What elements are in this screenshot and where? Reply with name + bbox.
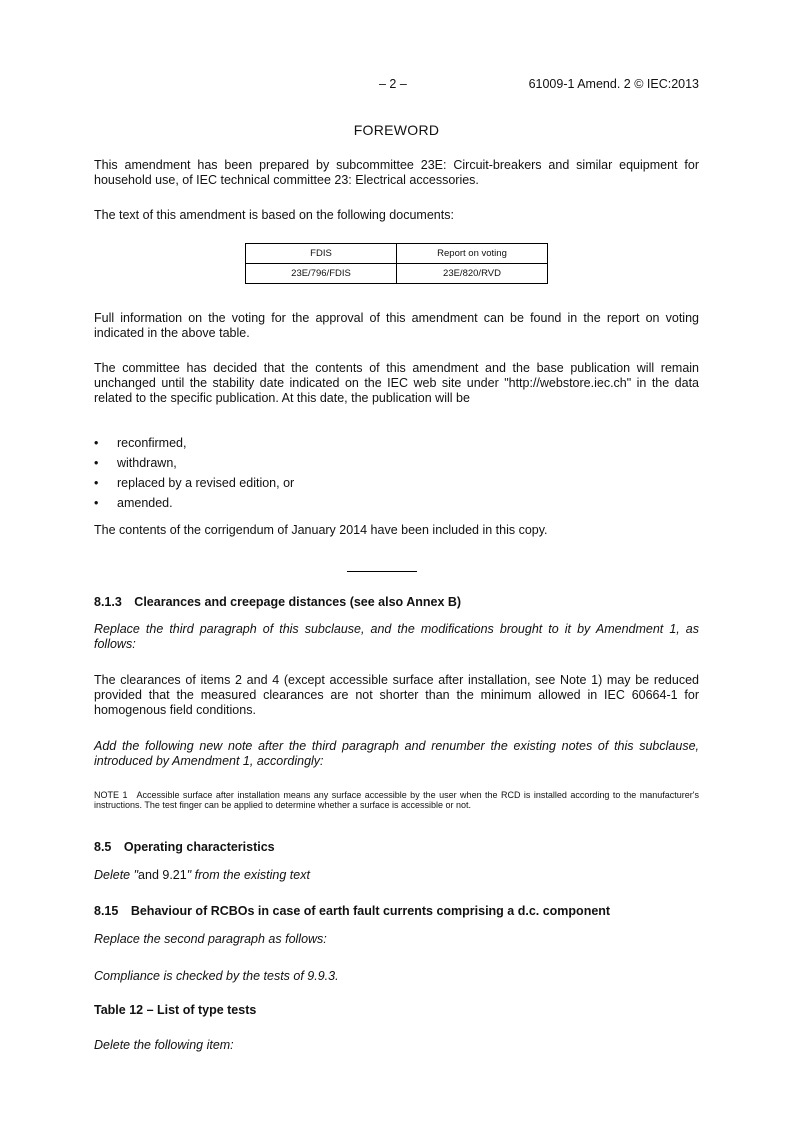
list-item <box>94 456 294 476</box>
bullet-glyph: • <box>94 476 99 490</box>
instruction-delete-text <box>94 868 699 883</box>
list-item-text: amended. <box>117 496 173 510</box>
publication-options-list <box>94 436 294 516</box>
compliance-statement: Compliance is checked by the tests of 9.9.3. <box>94 969 339 983</box>
foreword-title: FOREWORD <box>353 122 440 138</box>
table-header-cell: FDIS <box>246 244 397 264</box>
foreword-paragraph-2: The text of this amendment is based on the following documents: <box>94 208 454 222</box>
list-item-text: replaced by a revised edition, or <box>117 476 295 490</box>
foreword-paragraph-3: Full information on the voting for the approval of this amendment can be found in the report on voting indicated in the above table. <box>94 311 699 340</box>
bullet-glyph: • <box>94 496 99 510</box>
document-reference: 61009-1 Amend. 2 © IEC:2013 <box>528 77 699 91</box>
instruction-add-note: Add the following new note after the third paragraph and renumber the existing notes of this subclause, introduced by Amendment 1, accordingly: <box>94 739 699 768</box>
table-row <box>246 264 548 284</box>
instruction-text: " from the existing text <box>186 868 310 882</box>
bullet-glyph: • <box>94 436 99 450</box>
table-header-cell: Report on voting <box>397 244 548 264</box>
list-item <box>94 476 294 496</box>
note-1: NOTE 1 Accessible surface after installation means any surface accessible by the user when the RCD is installed according to the manufacturer's instructions. The test finger can be applied to determine whether a surface is accessible or not. <box>94 790 699 810</box>
deleted-reference: and 9.21 <box>138 868 187 882</box>
section-heading-8-5: 8.5 Operating characteristics <box>94 840 275 854</box>
section-heading-8-1-3: 8.1.3 Clearances and creepage distances (see also Annex B) <box>94 595 462 609</box>
section-divider <box>347 571 417 572</box>
instruction-delete-item: Delete the following item: <box>94 1038 234 1052</box>
instruction-replace-paragraph: Replace the third paragraph of this subclause, and the modifications brought to it by Amendment 1, as follows: <box>94 622 699 651</box>
foreword-paragraph-4: The committee has decided that the contents of this amendment and the base publication will remain unchanged until the stability date indicated on the IEC web site under "http://webstore.iec.ch" in the data related to the specific publication. At this date, the publication will be <box>94 361 699 405</box>
bullet-glyph: • <box>94 456 99 470</box>
table-12-heading: Table 12 – List of type tests <box>94 1003 257 1017</box>
table-cell: 23E/796/FDIS <box>246 264 397 284</box>
foreword-paragraph-1: This amendment has been prepared by subcommittee 23E: Circuit-breakers and similar equipment for household use, of IEC technical committee 23: Electrical accessories. <box>94 158 699 187</box>
section-heading-8-15: 8.15 Behaviour of RCBOs in case of earth fault currents comprising a d.c. component <box>94 904 611 918</box>
voting-table <box>245 243 548 284</box>
clearances-paragraph: The clearances of items 2 and 4 (except accessible surface after installation, see Note 1) may be reduced provided that the measured clearances are not shorter than the minimum allowed in IEC 60664-1 for homogenous field conditions. <box>94 673 699 717</box>
page-number: – 2 – <box>379 77 407 91</box>
list-item-text: withdrawn, <box>117 456 177 470</box>
list-item <box>94 436 294 456</box>
foreword-paragraph-5: The contents of the corrigendum of January 2014 have been included in this copy. <box>94 523 548 537</box>
list-item-text: reconfirmed, <box>117 436 187 450</box>
table-header-row <box>246 244 548 264</box>
instruction-text: Delete " <box>94 868 139 882</box>
list-item <box>94 496 294 516</box>
instruction-replace-second-paragraph: Replace the second paragraph as follows: <box>94 932 327 946</box>
table-cell: 23E/820/RVD <box>397 264 548 284</box>
